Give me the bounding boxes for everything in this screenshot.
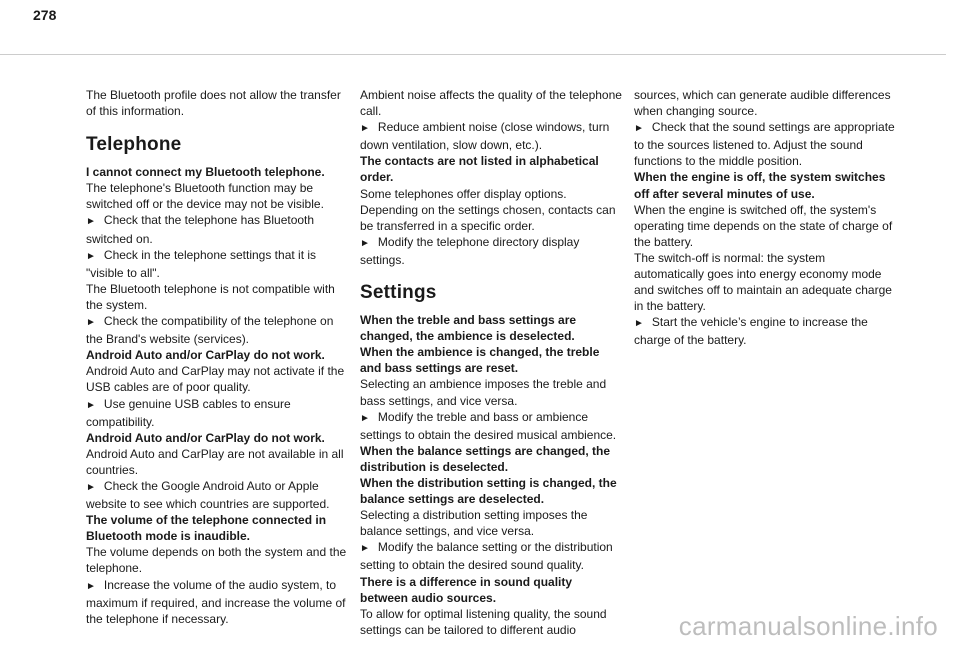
section-title-settings: Settings [360,282,437,304]
explanation-text: Selecting an ambience imposes the treble and bass settings, and vice versa. [360,377,607,408]
instruction-item: ► Start the vehicle’s engine to increase the charge of the battery. [634,314,896,348]
explanation-text: Selecting a distribution setting imposes the balance settings, and vice versa. [360,508,588,539]
question-heading: When the engine is off, the system switches off after several minutes of use. [634,170,886,201]
column-3 [634,87,896,349]
instruction-item: ► Check the Google Android Auto or Apple website to see which countries are supported. [86,478,348,512]
instruction-item: ► Reduce ambient noise (close windows, turn down ventilation, slow down, etc.). [360,119,622,153]
explanation-text: Android Auto and CarPlay may not activate if the USB cables are of poor quality. [86,364,345,395]
explanation-text: Ambient noise affects the quality of the telephone call. [360,88,622,119]
question-heading: When the balance settings are changed, the distribution is deselected. [360,443,611,474]
question-heading: The volume of the telephone connected in Bluetooth mode is inaudible. [86,513,327,544]
question-heading: The contacts are not listed in alphabetical order. [360,154,599,185]
explanation-text: The volume depends on both the system and the telephone. [86,545,347,576]
column-1 [86,87,348,627]
explanation-text: The telephone's Bluetooth function may be switched off or the device may not be visible. [86,181,324,212]
explanation-text: Some telephones offer display options. Depending on the settings chosen, contacts can be transferred in a specific order. [360,186,616,233]
column-2 [360,87,622,638]
question-heading: I cannot connect my Bluetooth telephone. [86,165,325,180]
explanation-text: Android Auto and CarPlay are not available in all countries. [86,446,344,477]
page-number: 278 [33,7,57,23]
audio-source-troubleshooting [634,87,896,349]
call-quality-troubleshooting [360,87,622,268]
question-heading: When the treble and bass settings are changed, the ambience is deselected. [360,313,577,344]
telephone-troubleshooting [86,164,348,627]
question-heading: When the ambience is changed, the treble and bass settings are reset. [360,345,600,376]
explanation-text: sources, which can generate audible differences when changing source. [634,88,891,119]
explanation-text: When the engine is switched off, the system's operating time depends on the state of charge of the battery. [634,202,893,249]
section-title-telephone: Telephone [86,134,182,156]
instruction-item: ► Modify the balance setting or the distribution setting to obtain the desired sound quality. [360,539,622,573]
intro-paragraph: The Bluetooth profile does not allow the transfer of this information. [86,88,341,119]
question-heading: When the distribution setting is changed, the balance settings are deselected. [360,475,617,507]
instruction-item: ► Modify the treble and bass or ambience settings to obtain the desired musical ambience. [360,409,622,443]
watermark: carmanualsonline.info [678,611,938,641]
question-heading: Android Auto and/or CarPlay do not work. [86,348,325,363]
instruction-item: ► Check that the sound settings are appropriate to the sources listened to. Adjust the sound functions to the middle position. [634,119,896,169]
header-divider [0,54,946,55]
question-heading: There is a difference in sound quality between audio sources. [360,574,573,605]
instruction-item: ► Check the compatibility of the telephone on the Brand's website (services). [86,313,348,347]
instruction-item: ► Check in the telephone settings that it is "visible to all". [86,247,348,281]
settings-troubleshooting [360,312,622,638]
instruction-item: ► Check that the telephone has Bluetooth switched on. [86,212,348,246]
explanation-text: To allow for optimal listening quality, the sound settings can be tailored to different audio [360,606,607,637]
instruction-item: ► Modify the telephone directory display settings. [360,234,622,268]
explanation-text: The Bluetooth telephone is not compatible with the system. [86,281,335,312]
instruction-item: ► Increase the volume of the audio system, to maximum if required, and increase the volume of the telephone if necessary. [86,577,348,627]
question-heading: Android Auto and/or CarPlay do not work. [86,430,325,445]
explanation-text: The switch-off is normal: the system automatically goes into energy economy mode and switches off to maintain an adequate charge in the battery. [634,250,892,314]
instruction-item: ► Use genuine USB cables to ensure compatibility. [86,396,348,430]
